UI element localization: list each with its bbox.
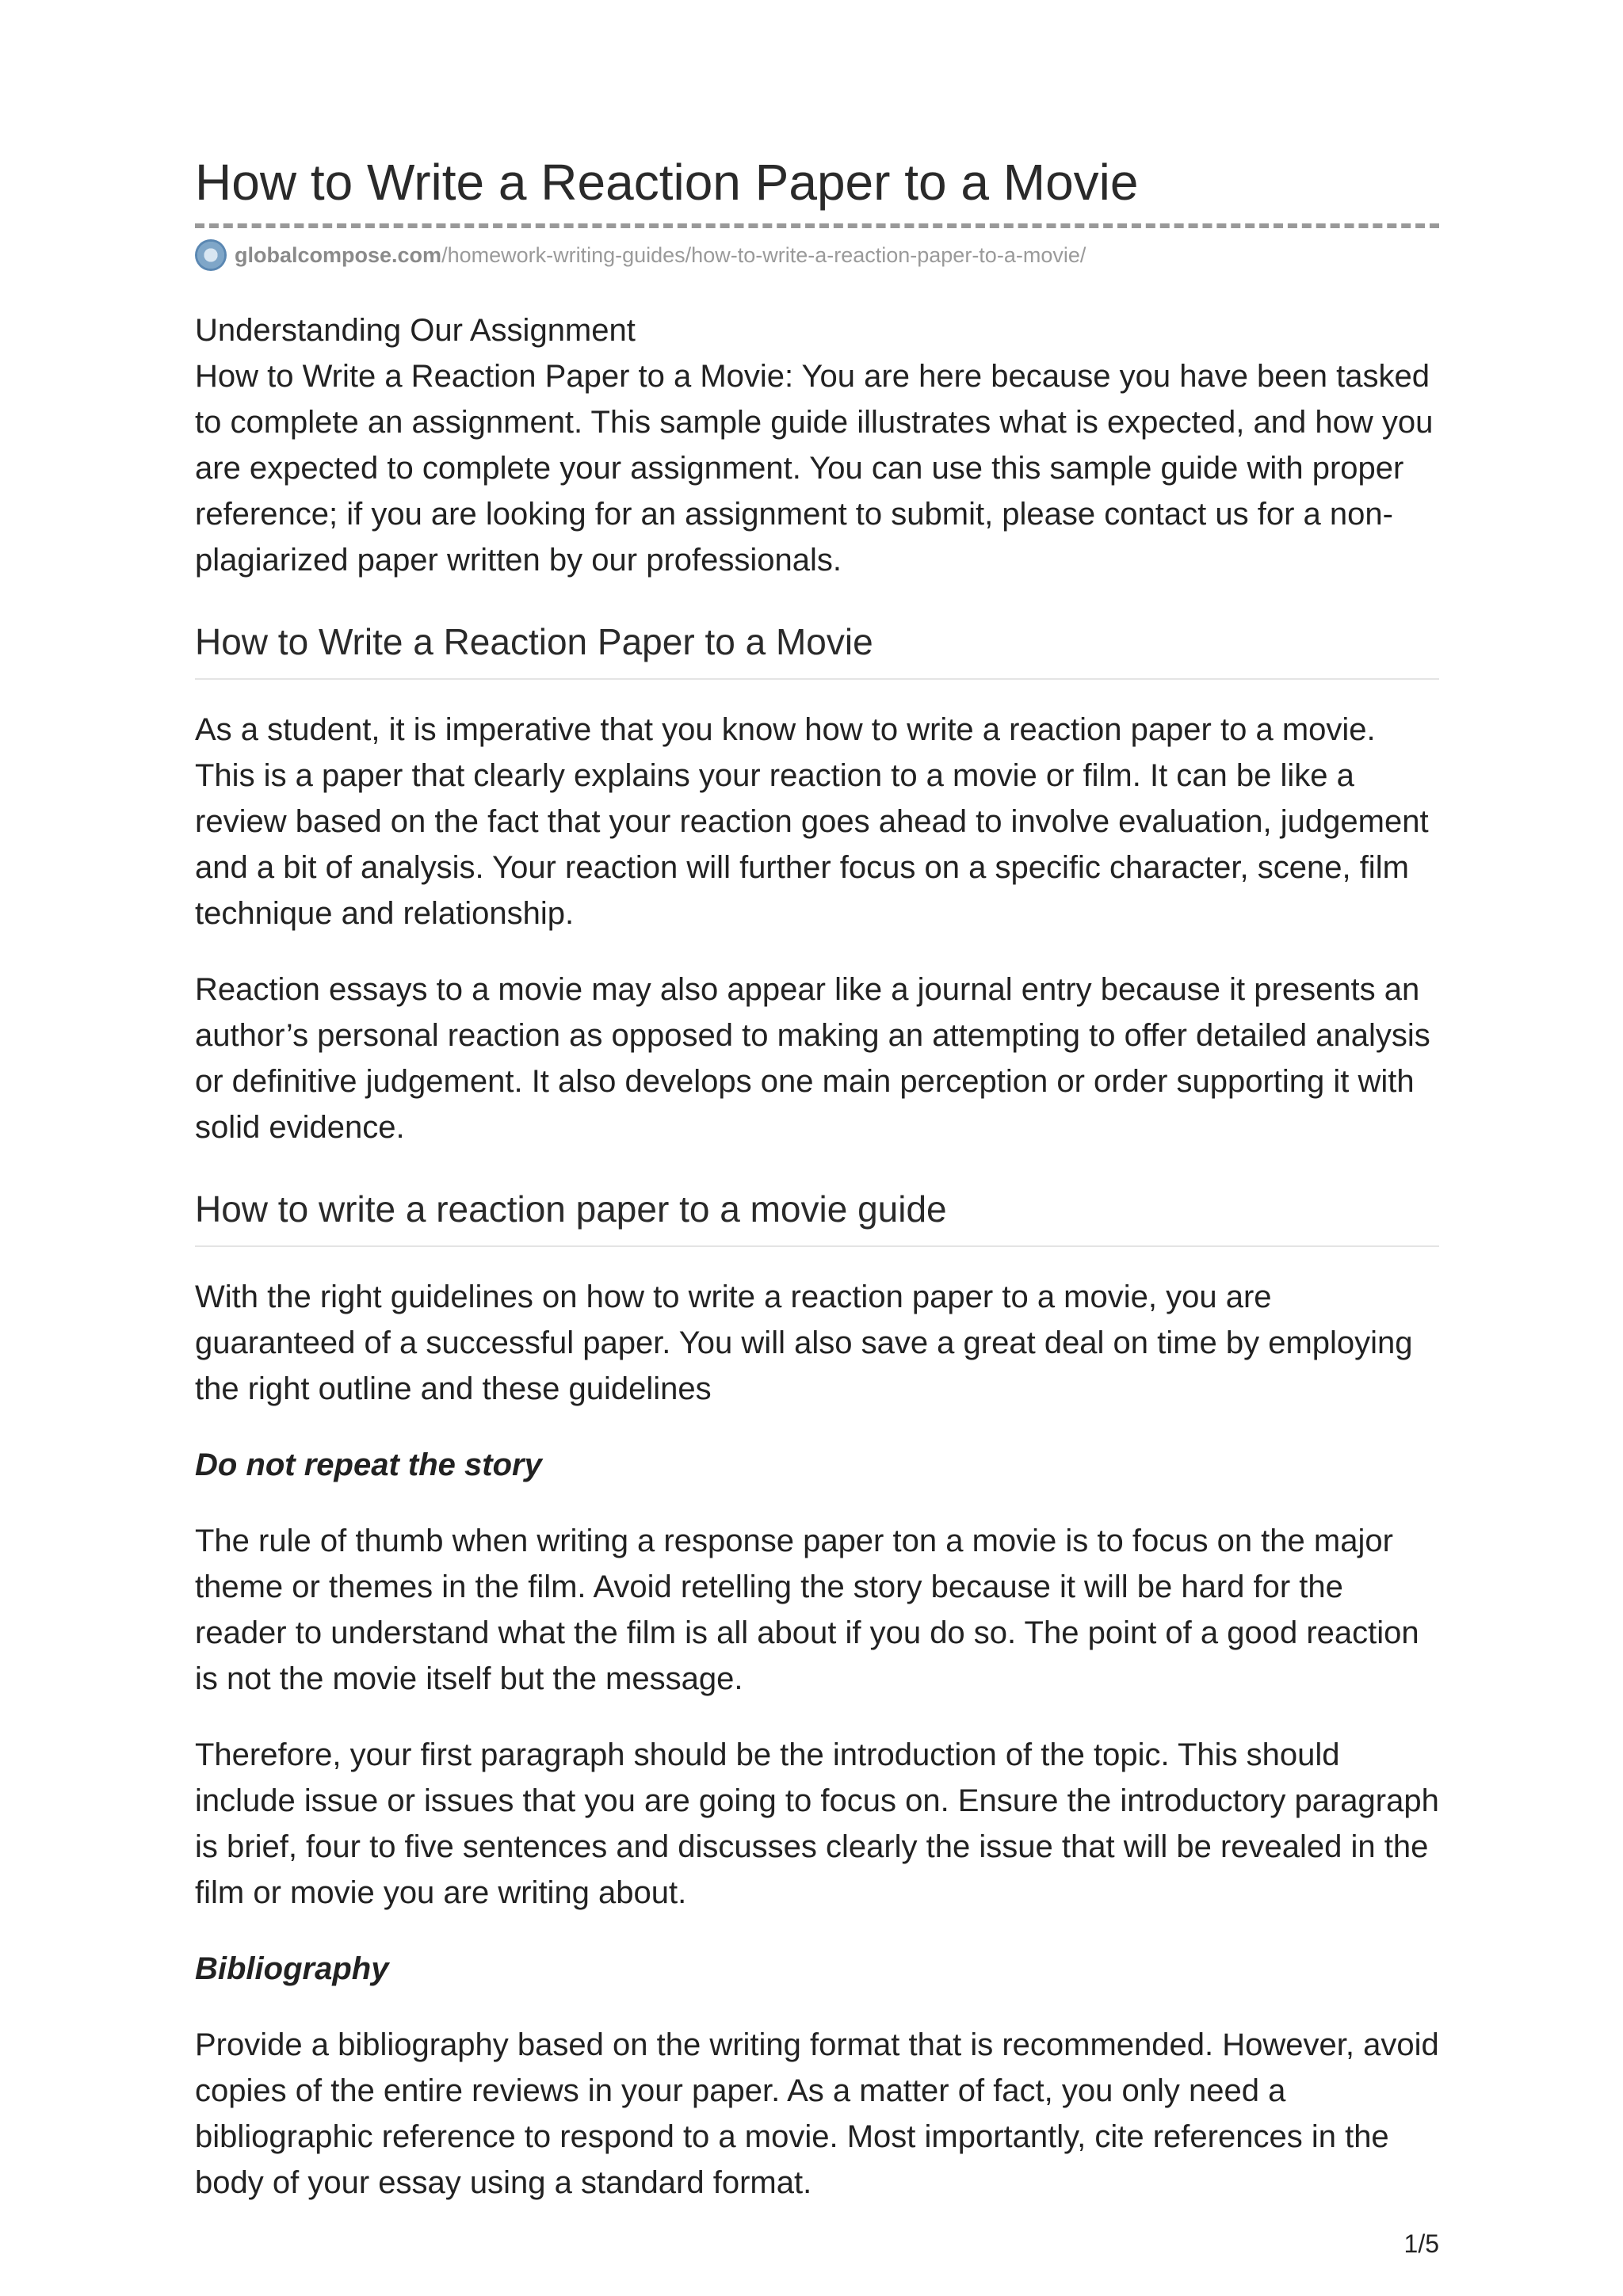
article-body — [195, 307, 1439, 2206]
page-title: How to Write a Reaction Paper to a Movie — [195, 154, 1139, 211]
site-favicon-icon — [195, 239, 227, 271]
intro-heading: Understanding Our Assignment — [195, 313, 636, 348]
document-page — [195, 151, 1439, 2236]
source-domain[interactable]: globalcompose.com — [235, 243, 442, 267]
paragraph: Reaction essays to a movie may also appear like a journal entry because it presents an author’s personal reaction as opposed to making an attempting to offer detailed analysis or definitive judgement. It also develops one main perception or order supporting it with solid evidence. — [195, 972, 1430, 1145]
paragraph: As a student, it is imperative that you know how to write a reaction paper to a movie. This is a paper that clearly explains your reaction to a movie or film. It can be like a review based on the fact that your reaction goes ahead to involve evaluation, judgement and a bit of analysis. Your reaction will further focus on a specific character, scene, film technique and relationship. — [195, 712, 1429, 931]
subsection-heading: Do not repeat the story — [195, 1447, 542, 1482]
subsection-heading: Bibliography — [195, 1951, 389, 1986]
intro-paragraph: How to Write a Reaction Paper to a Movie: You are here because you have been tasked to complete an assignment. This sample guide illustrates what is expected, and how you are expected to complete your assignment. You can use this sample guide with proper reference; if you are looking for an assignment to submit, please contact us for a non-plagiarized paper written by our professionals. — [195, 359, 1434, 578]
paragraph: With the right guidelines on how to write a reaction paper to a movie, you are guaranteed of a successful paper. You will also save a great deal on time by employing the right outline and these guidelines — [195, 1280, 1413, 1406]
title-divider — [195, 223, 1439, 228]
source-line — [195, 239, 1439, 271]
page-number: 1/5 — [1403, 2229, 1439, 2258]
paragraph: Therefore, your first paragraph should be the introduction of the topic. This should include issue or issues that you are going to focus on. Ensure the introductory paragraph is brief, four to five sentences and discusses clearly the issue that will be revealed in the film or movie you are writing about. — [195, 1737, 1439, 1910]
paragraph: The rule of thumb when writing a response paper ton a movie is to focus on the major theme or themes in the film. Avoid retelling the story because it will be hard for the reader to understand what the film is all about if you do so. The point of a good reaction is not the movie itself but the message. — [195, 1524, 1419, 1696]
section-heading: How to Write a Reaction Paper to a Movie — [195, 618, 1439, 680]
paragraph: Provide a bibliography based on the writing format that is recommended. However, avoid copies of the entire reviews in your paper. As a matter of fact, you only need a bibliographic reference to respond to a movie. Most importantly, cite references in the body of your essay using a standard format. — [195, 2027, 1439, 2200]
source-path[interactable]: /homework-writing-guides/how-to-write-a-reaction-paper-to-a-movie/ — [441, 243, 1086, 267]
section-heading: How to write a reaction paper to a movie guide — [195, 1185, 1439, 1247]
